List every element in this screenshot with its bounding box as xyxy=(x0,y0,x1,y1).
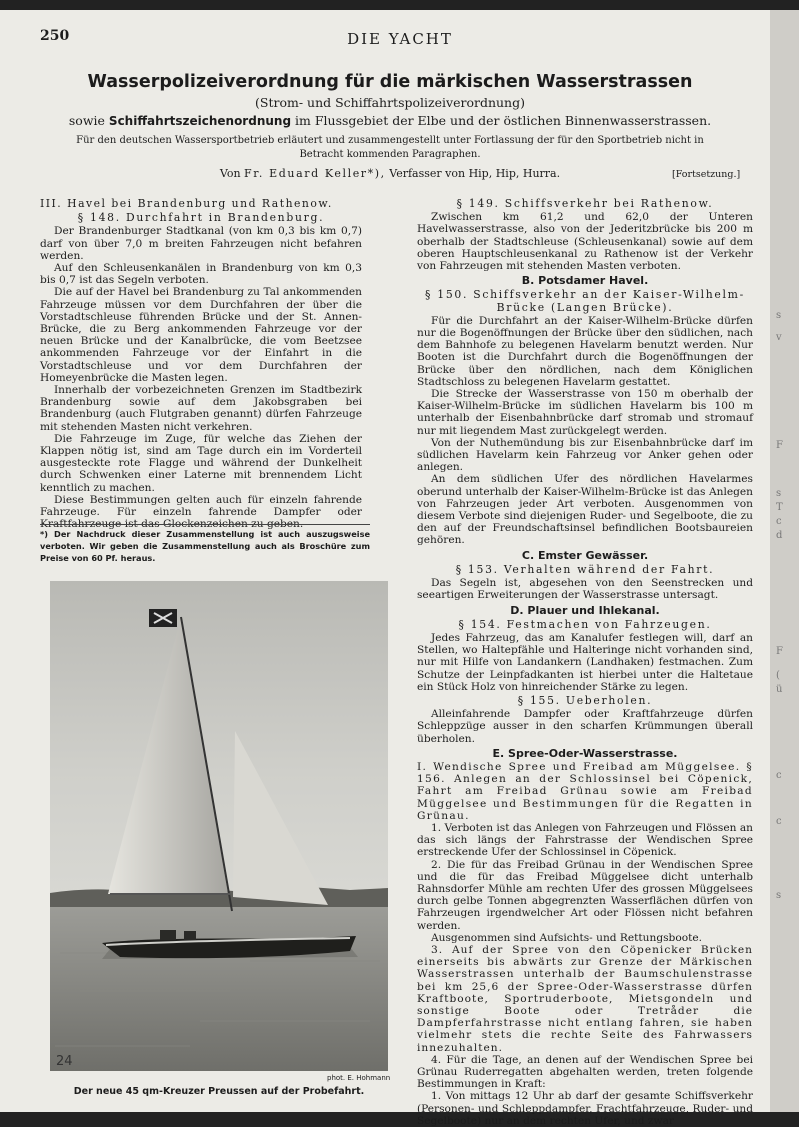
paragraph: 3. Auf der Spree von den Cöpenicker Brücken einerseits bis abwärts zur Grenze der Märkischen Wasserstrassen unterhalb der Baumschulenstrasse bei km 25,6 der Spree-Oder-Wasserstrasse dürfen Kraftboote, Sportruderboote, Mietsgondeln und sonstige Boote oder Tretråder die Dampferfahrstrasse nicht entlang fahren, sie haben vielmehr stets die rechte Seite des Fahrwassers innezuhalten. xyxy=(417,943,753,1054)
subsection-heading: E. Spree-Oder-Wasserstrasse. xyxy=(492,746,678,760)
byline-pre: Von xyxy=(219,167,241,180)
article-subtitle: (Strom- und Schiffahrtspolizeiverordnung) xyxy=(255,95,525,110)
running-head: DIE YACHT xyxy=(347,30,453,48)
photo-caption: Der neue 45 qm-Kreuzer Preussen auf der Probefahrt. xyxy=(73,1086,365,1097)
sailboat-photo xyxy=(50,581,388,1071)
paragraph: Für die Durchfahrt an der Kaiser-Wilhelm-Brücke dürfen nur die Bogenöffnungen der Brücke über den südlichen, nach dem Bahnhofe zu belegenen Havelarm benutzt werden. Nur Booten ist die Durchfahrt durch die Bogenöffnungen der Brücke über den nördlichen, nach dem Königlichen Stadtschloss zu belegenen Havelarm gestattet. xyxy=(417,314,753,388)
subtitle2-post: im Flussgebiet der Elbe und der östlichen Binnenwasserstrassen. xyxy=(295,113,712,128)
paragraph: 2. Die für das Freibad Grünau in der Wendischen Spree und die für das Freibad Müggelsee dicht unterhalb Rahnsdorfer Mühle am rechten Ufer des grossen Müggelsees durch gelbe Tonnen abgegrenzten Wasserflächen dürfen von Fahrzeugen irgendwelcher Art oder Flössen nicht befahren werden. xyxy=(417,858,753,932)
paragraph: Jedes Fahrzeug, das am Kanalufer festlegen will, darf an Stellen, wo Haltepfähle und Halteringe nicht vorhanden sind, nur mit Hilfe von Landankern (Landhaken) festmachen. Zum Schutze der Leinpfadkanten ist hierbei unter die Haltetaue ein Stück Holz von hinreichender Stärke zu legen. xyxy=(417,631,753,693)
paragraph-heading: § 154. Festmachen von Fahrzeugen. xyxy=(458,617,712,631)
footnote: *) Der Nachdruck dieser Zusammenstellung ist auch auszugsweise verboten. Wir geben die Zusammenstellung auch als Broschüre zum Preise von 60 Pf. heraus. xyxy=(40,524,370,564)
document-page xyxy=(0,10,770,1127)
page-number: 250 xyxy=(40,28,70,44)
subsection-heading: C. Emster Gewässer. xyxy=(521,548,649,562)
paragraph: Von der Nuthemündung bis zur Eisenbahnbrücke darf im südlichen Havelarm kein Fahrzeug vor Anker gehen oder anlegen. xyxy=(417,436,753,474)
section-heading: III. Havel bei Brandenburg und Rathenow. xyxy=(40,197,333,210)
photo-credit: phot. E. Hohmann xyxy=(327,1074,391,1082)
sailboat-image xyxy=(50,581,388,1071)
adjacent-page-edge xyxy=(770,10,799,1112)
paragraph: 1. Von mittags 12 Uhr ab darf der gesamte Schiffsverkehr (Personen- und Schleppdampfer, Frachtfahrzeuge, Ruder- und Segelboote) nur an dem rechten Ufer, und zwar xyxy=(417,1090,753,1127)
margin-letter: d xyxy=(776,530,783,541)
paragraph: Diese Bestimmungen gelten auch für einzeln fahrende Fahrzeuge. Für einzeln fahrende Dampfer oder Kraftfahrzeuge ist das Glockenzeichen zu geben. xyxy=(40,493,362,531)
paragraph-heading: I. Wendische Spree und Freibad am Müggelsee. § 156. Anlegen an der Schlossinsel bei Cöpenick, Fahrt am Freibad Grünau sowie am Freibad Müggelsee und Bestimmungen für die Regatten in Grünau. xyxy=(417,760,753,822)
paragraph: Zwischen km 61,2 und 62,0 der Unteren Havelwasserstrasse, also von der Jederitzbrücke bis 200 m oberhalb der Stadtschleuse (Schleusenkanal) sowie auf dem oberen Hauptschleusenkanal zu Rathenow ist der Verkehr von Fahrzeugen mit stehenden Masten verboten. xyxy=(417,211,753,273)
paragraph-heading: § 148. Durchfahrt in Brandenburg. xyxy=(77,211,325,225)
margin-letter: s xyxy=(776,890,782,901)
byline xyxy=(40,167,740,180)
subtitle2-bold: Schiffahrtszeichenordnung xyxy=(108,114,292,128)
margin-letter: c xyxy=(776,516,782,527)
author-name: Fr. Eduard Keller*), xyxy=(244,167,386,180)
paragraph: Das Segeln ist, abgesehen von den Seenstrecken und seeartigen Erweiterungen der Wasserstrasse untersagt. xyxy=(417,577,753,602)
paragraph: 1. Verboten ist das Anlegen von Fahrzeugen und Flössen an das sich längs der Fahrstrasse der Wendischen Spree erstreckende Ufer der Schlossinsel in Cöpenick. xyxy=(417,821,753,859)
margin-letter: T xyxy=(776,502,783,513)
right-column xyxy=(417,196,753,1127)
subtitle2-pre: sowie xyxy=(68,113,105,128)
paragraph-heading: § 149. Schiffsverkehr bei Rathenow. xyxy=(456,197,714,210)
article-subtitle-2 xyxy=(40,113,740,128)
article-intro: Für den deutschen Wassersportbetrieb erläutert und zusammengestellt unter Fortlassung der für den Sportbetrieb nicht in Betracht kommenden Paragraphen. xyxy=(76,135,704,160)
paragraph: Innerhalb der vorbezeichneten Grenzen im Stadtbezirk Brandenburg sowie auf dem Jakobsgraben bei Brandenburg (auch Flutgraben genannt) dürfen Fahrzeuge mit stehenden Masten nicht verkehren. xyxy=(40,384,362,433)
margin-letter: ü xyxy=(776,684,783,695)
margin-letter: s xyxy=(776,488,782,499)
margin-letter: F xyxy=(776,440,783,451)
paragraph: Ausgenommen sind Aufsichts- und Rettungsboote. xyxy=(431,931,702,944)
paragraph: Auf den Schleusenkanälen in Brandenburg von km 0,3 bis 0,7 ist das Segeln verboten. xyxy=(40,262,362,287)
margin-letter: c xyxy=(776,816,782,827)
paragraph-heading: § 153. Verhalten während der Fahrt. xyxy=(455,562,715,576)
continued-marker: [Fortsetzung.] xyxy=(672,169,741,180)
margin-letter: ( xyxy=(776,670,780,681)
subsection-heading: D. Plauer und Ihlekanal. xyxy=(510,603,660,617)
paragraph: 4. Für die Tage, an denen auf der Wendischen Spree bei Grünau Ruderregatten abgehalten werden, treten folgende Bestimmungen in Kraft: xyxy=(417,1053,753,1091)
paragraph-heading: § 155. Ueberholen. xyxy=(517,693,653,707)
article-title: Wasserpolizeiverordnung für die märkischen Wasserstrassen xyxy=(87,72,693,92)
paragraph: Alleinfahrende Dampfer oder Kraftfahrzeuge dürfen Schleppzüge ausser in den scharfen Krümmungen überall überholen. xyxy=(417,708,753,745)
margin-letter: F xyxy=(776,646,783,657)
margin-letter: v xyxy=(776,332,782,343)
paragraph: Die Strecke der Wasserstrasse von 150 m oberhalb der Kaiser-Wilhelm-Brücke im südlichen Havelarm bis 100 m unterhalb der Eisenbahnbrücke darf stromab und stromauf nur mit liegendem Mast zurückgelegt werden. xyxy=(417,388,753,437)
margin-letter: c xyxy=(776,770,782,781)
paragraph: Die Fahrzeuge im Zuge, für welche das Ziehen der Klappen nötig ist, sind am Tage durch ein im Vorderteil ausgesteckte rote Flagge und während der Dunkelheit durch Schwenken einer Laterne mit brennendem Licht kenntlich zu machen. xyxy=(40,432,362,494)
paragraph: An dem südlichen Ufer des nördlichen Havelarmes oberund unterhalb der Kaiser-Wilhelm-Brücke ist das Anlegen von Fahrzeugen jeder Art verboten. Ausgenommen von diesem Verbote sind diejenigen Ruder- und Segelboote, die zu den auf der Freundschaftsinsel befindlichen Bootsbaureien gehören. xyxy=(417,473,753,547)
paragraph-heading: § 150. Schiffsverkehr an der Kaiser-Wilhelm-Brücke (Langen Brücke). xyxy=(425,288,745,314)
left-column xyxy=(40,196,362,530)
subsection-heading: B. Potsdamer Havel. xyxy=(521,274,649,288)
paragraph: Die auf der Havel bei Brandenburg zu Tal ankommenden Fahrzeuge müssen vor dem Durchfahren der über die Vorstadtschleuse führenden Brücke und der St. Annen-Brücke, die zu Berg ankommenden Fahrzeuge vor der neuen Brücke und der Kanalbrücke, die vom Beetzsee ankommenden Fahrzeuge vor der Einfahrt in die Vorstadtschleuse und vor dem Durchfahren der Homeyenbrücke die Masten legen. xyxy=(40,286,362,384)
byline-post: Verfasser von Hip, Hip, Hurra. xyxy=(389,167,561,180)
margin-letter: s xyxy=(776,310,782,321)
paragraph: Der Brandenburger Stadtkanal (von km 0,3 bis km 0,7) darf von über 7,0 m breiten Fahrzeugen nicht befahren werden. xyxy=(40,225,362,262)
plate-marking: 24 xyxy=(56,1054,73,1069)
